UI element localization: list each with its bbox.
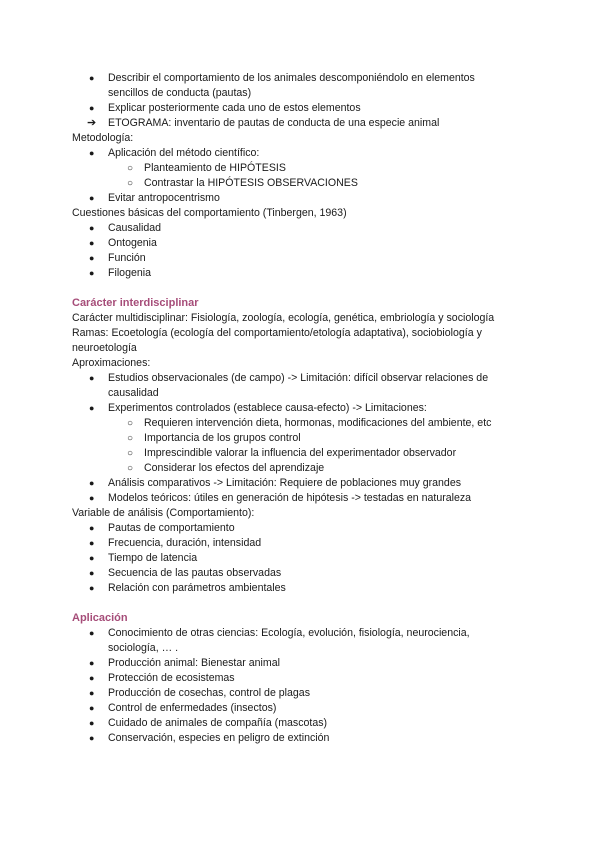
sub-list-item: ○ Requieren intervención dieta, hormonas, modificaciones del ambiente, etc bbox=[127, 417, 492, 429]
list-item: ● Producción de cosechas, control de plagas bbox=[89, 687, 310, 699]
circle-bullet-icon: ○ bbox=[127, 418, 134, 429]
bullet-icon: ● bbox=[89, 523, 95, 533]
list-item: ➔ ETOGRAMA: inventario de pautas de conducta de una especie animal bbox=[87, 117, 440, 129]
circle-bullet-icon: ○ bbox=[127, 163, 134, 174]
list-item: ● Función bbox=[89, 252, 146, 264]
list-item: ● Tiempo de latencia bbox=[89, 552, 198, 564]
list-item: ● Conocimiento de otras ciencias: Ecología, evolución, fisiología, neurociencia, sociología, … . bbox=[89, 627, 470, 654]
bullet-icon: ● bbox=[89, 478, 95, 488]
list-item: ● Aplicación del método científico: bbox=[89, 147, 260, 159]
arrow-icon: ➔ bbox=[87, 117, 97, 129]
circle-bullet-icon: ○ bbox=[127, 463, 134, 474]
variable-label: Variable de análisis (Comportamiento): bbox=[72, 507, 255, 519]
bullet-icon: ● bbox=[89, 73, 95, 83]
bullet-icon: ● bbox=[89, 103, 95, 113]
bullet-icon: ● bbox=[89, 553, 95, 563]
list-item: ● Describir el comportamiento de los animales descomponiéndolo en elementos sencillos de conducta (pautas) bbox=[89, 72, 475, 99]
list-item: ● Secuencia de las pautas observadas bbox=[89, 567, 282, 579]
bullet-icon: ● bbox=[89, 673, 95, 683]
multidisciplinar-text: Carácter multidisciplinar: Fisiología, zoología, ecología, genética, embriología y sociología bbox=[72, 312, 495, 324]
bullet-icon: ● bbox=[89, 658, 95, 668]
bullet-icon: ● bbox=[89, 193, 95, 203]
bullet-icon: ● bbox=[89, 373, 95, 383]
bullet-icon: ● bbox=[89, 628, 95, 638]
list-item: ● Causalidad bbox=[89, 222, 162, 234]
bullet-icon: ● bbox=[89, 733, 95, 743]
bullet-icon: ● bbox=[89, 583, 95, 593]
list-item: ● Ontogenia bbox=[89, 237, 157, 249]
list-item: ● Producción animal: Bienestar animal bbox=[89, 657, 280, 669]
list-item: ● Control de enfermedades (insectos) bbox=[89, 702, 277, 714]
cuestiones-label: Cuestiones básicas del comportamiento (Tinbergen, 1963) bbox=[72, 207, 347, 219]
document-body bbox=[72, 71, 532, 746]
section-heading-interdisciplinar: Carácter interdisciplinar bbox=[72, 297, 199, 309]
bullet-icon: ● bbox=[89, 703, 95, 713]
list-item: ● Estudios observacionales (de campo) -> Limitación: difícil observar relaciones de causalidad bbox=[89, 372, 489, 399]
list-item: ● Pautas de comportamiento bbox=[89, 522, 235, 534]
list-item: ● Frecuencia, duración, intensidad bbox=[89, 537, 262, 549]
aproximaciones-label: Aproximaciones: bbox=[72, 357, 151, 369]
circle-bullet-icon: ○ bbox=[127, 448, 134, 459]
list-item: ● Conservación, especies en peligro de extinción bbox=[89, 732, 330, 744]
list-item: ● Modelos teóricos: útiles en generación de hipótesis -> testadas en naturaleza bbox=[89, 492, 472, 504]
circle-bullet-icon: ○ bbox=[127, 433, 134, 444]
bullet-icon: ● bbox=[89, 238, 95, 248]
sub-list-item: ○ Considerar los efectos del aprendizaje bbox=[127, 462, 325, 474]
bullet-icon: ● bbox=[89, 493, 95, 503]
sub-list-item: ○ Planteamiento de HIPÓTESIS bbox=[127, 162, 286, 174]
metodologia-label: Metodología: bbox=[72, 132, 134, 144]
bullet-icon: ● bbox=[89, 688, 95, 698]
list-item: ● Análisis comparativos -> Limitación: Requiere de poblaciones muy grandes bbox=[89, 477, 462, 489]
sub-list-item: ○ Imprescindible valorar la influencia del experimentador observador bbox=[127, 447, 457, 459]
ramas-text: Ramas: Ecoetología (ecología del comportamiento/etología adaptativa), sociobiología y neuroetología bbox=[72, 327, 482, 354]
bullet-icon: ● bbox=[89, 568, 95, 578]
list-item: ● Evitar antropocentrismo bbox=[89, 192, 220, 204]
list-item: ● Filogenia bbox=[89, 267, 151, 279]
circle-bullet-icon: ○ bbox=[127, 178, 134, 189]
list-item: ● Protección de ecosistemas bbox=[89, 672, 235, 684]
list-item: ● Explicar posteriormente cada uno de estos elementos bbox=[89, 102, 361, 114]
bullet-icon: ● bbox=[89, 148, 95, 158]
bullet-icon: ● bbox=[89, 223, 95, 233]
list-item: ● Cuidado de animales de compañía (mascotas) bbox=[89, 717, 328, 729]
sub-list-item: ○ Importancia de los grupos control bbox=[127, 432, 301, 444]
list-item: ● Relación con parámetros ambientales bbox=[89, 582, 286, 594]
bullet-icon: ● bbox=[89, 403, 95, 413]
list-item: ● Experimentos controlados (establece causa-efecto) -> Limitaciones: bbox=[89, 402, 427, 414]
bullet-icon: ● bbox=[89, 268, 95, 278]
section-heading-aplicacion: Aplicación bbox=[72, 612, 128, 624]
sub-list-item: ○ Contrastar la HIPÓTESIS OBSERVACIONES bbox=[127, 177, 358, 189]
bullet-icon: ● bbox=[89, 538, 95, 548]
bullet-icon: ● bbox=[89, 718, 95, 728]
bullet-icon: ● bbox=[89, 253, 95, 263]
